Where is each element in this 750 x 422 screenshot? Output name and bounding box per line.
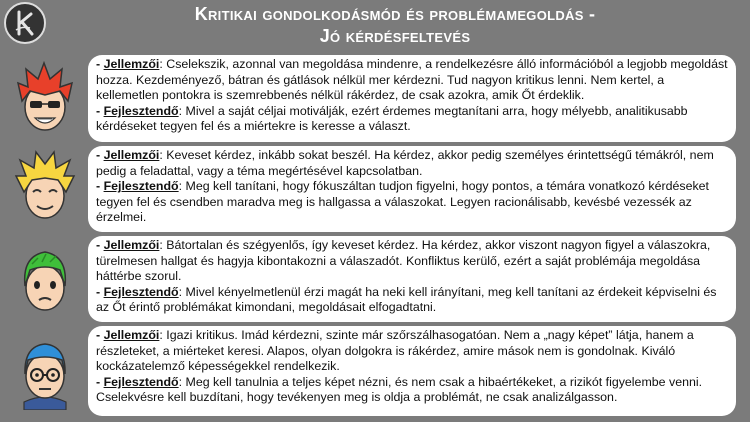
brand-logo — [4, 2, 46, 44]
traits-line: - Jellemzői: Bátortalan és szégyenlős, így keveset kérdez. Ha kérdez, akkor viszont nagyon figyel a válaszokra, türelmesen hallgat és hagyja kibontakozni a válaszadót. Konfliktus kerülő, ezért a saját problémája megoldása háttérbe szorul. — [96, 238, 711, 284]
traits-text: : Bátortalan és szégyenlős, így keveset kérdez. Ha kérdez, akkor viszont nagyon figyel a válaszokra, türelmesen hallgat és hagyja kibontakozni a válaszadót. Konfliktus kerülő, ezért a saját problémája megoldása háttérbe szorul. — [96, 238, 711, 284]
develop-text: : Meg kell tanítani, hogy fókuszáltan tudjon figyelni, hogy pontos, a témára vonatkozó kérdéseket tegyen fel és csendben maradva meg is hallgassa a válaszokat. Legyen racionálisabb, kevésbé vezessék az érzelmei. — [96, 179, 709, 225]
traits-label: Jellemzői — [103, 238, 160, 252]
develop-label: Fejlesztendő — [103, 103, 179, 118]
profile-card — [88, 236, 736, 322]
traits-line: - Jellemzői: Cselekszik, azonnal van megoldása mindenre, a rendelkezésre álló információból a legjobb megoldást hozza. Kezdeményező, bátran és gátlások nélkül mer kérdezni. Tud nagyon kritikus lenni. Nem kertel, a kellemetlen pontokra is szemrebbenés nélkül rákérdez, de csak azokra, amik Őt érdeklik. — [96, 57, 728, 103]
traits-line: - Jellemzői: Keveset kérdez, inkább sokat beszél. Ha kérdez, akkor pedig személyes érintettségű témákról, nem pedig a feladattal, vagy a téma megértésével kapcsolatban. — [96, 148, 714, 178]
develop-label: Fejlesztendő — [103, 284, 179, 299]
traits-text: : Igazi kritikus. Imád kérdezni, szinte már szőrszálhasogatóan. Nem a „nagy képet” látja, hanem a részleteket, a miérteket keresi. Alapos, olyan dolgokra is rákérdez, amire mások nem is gondolnak. Kiváló kockázatelemző képességekkel rendelkezik. — [96, 328, 694, 374]
develop-text: : Meg kell tanulnia a teljes képet nézni, és nem csak a hibaértékeket, a rizikót figyelembe venni. Cselekvésre kell buzdítani, hogy tevékenyen meg is oldja a problémát, ne csak analizálgasson. — [96, 374, 703, 405]
profile-card — [88, 326, 736, 416]
title-line-1: Kritikai gondolkodásmód és problémamegoldás - — [194, 4, 596, 24]
traits-line: - Jellemzői: Igazi kritikus. Imád kérdezni, szinte már szőrszálhasogatóan. Nem a „nagy képet” látja, hanem a részleteket, a miérteket keresi. Alapos, olyan dolgokra is rákérdez, amire mások nem is gondolnak. Kiváló kockázatelemző képességekkel rendelkezik. — [96, 328, 694, 374]
develop-line: - Fejlesztendő: Mivel kényelmetlenül érzi magát ha neki kell irányítani, meg kell tanítani az érdekeit képviselni és az Őt érintő problémákat kimondani, megoldásait elfogadtatni. — [96, 284, 717, 315]
develop-text: : Mivel a saját céljai motiválják, ezért érdemes megtanítani arra, hogy mélyebb, analitikusabb kérdéseket tegyen fel és a miértekre is keresse a választ. — [96, 103, 688, 134]
yellow-hair-avatar-icon — [10, 148, 80, 226]
green-hair-avatar-icon — [10, 240, 80, 318]
traits-text: : Cselekszik, azonnal van megoldása mindenre, a rendelkezésre álló információból a legjobb megoldást hozza. Kezdeményező, bátran és gátlások nélkül mer kérdezni. Tud nagyon kritikus lenni. Nem kertel, a kellemetlen pontokra is szemrebbenés nélkül rákérdez, de csak azokra, amik Őt érdeklik. — [96, 57, 728, 103]
develop-line: - Fejlesztendő: Meg kell tanulnia a teljes képet nézni, és nem csak a hibaértékeket, a rizikót figyelembe venni. Cselekvésre kell buzdítani, hogy tevékenyen meg is oldja a problémát, ne csak analizálgasson. — [96, 374, 703, 405]
red-hair-avatar-icon — [10, 61, 80, 139]
profile-card — [88, 55, 736, 142]
develop-text: : Mivel kényelmetlenül érzi magát ha neki kell irányítani, meg kell tanítani az érdekeit képviselni és az Őt érintő problémákat kimondani, megoldásait elfogadtatni. — [96, 284, 717, 315]
develop-line: - Fejlesztendő: Meg kell tanítani, hogy fókuszáltan tudjon figyelni, hogy pontos, a témára vonatkozó kérdéseket tegyen fel és csendben maradva meg is hallgassa a válaszokat. Legyen racionálisabb, kevésbé vezessék az érzelmei. — [96, 179, 709, 225]
profile-card — [88, 146, 736, 232]
traits-text: : Keveset kérdez, inkább sokat beszél. Ha kérdez, akkor pedig személyes érintettségű témákról, nem pedig a feladattal, vagy a téma megértésével kapcsolatban. — [96, 148, 714, 178]
logo-k-icon — [10, 8, 40, 38]
traits-label: Jellemzői — [103, 57, 160, 71]
develop-label: Fejlesztendő — [103, 179, 179, 194]
blue-hair-avatar-icon — [10, 332, 80, 410]
title-line-2: Jó kérdésfeltevés — [319, 26, 471, 46]
develop-line: - Fejlesztendő: Mivel a saját céljai motiválják, ezért érdemes megtanítani arra, hogy mélyebb, analitikusabb kérdéseket tegyen fel és a miértekre is keresse a választ. — [96, 103, 688, 134]
traits-label: Jellemzői — [103, 328, 160, 342]
develop-label: Fejlesztendő — [103, 374, 179, 389]
traits-label: Jellemzői — [103, 148, 160, 162]
page-title — [60, 3, 730, 47]
